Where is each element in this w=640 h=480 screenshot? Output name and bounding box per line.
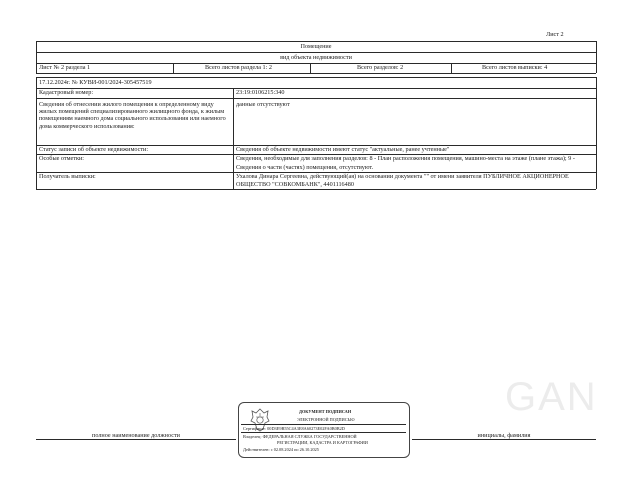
body-left-border-2 xyxy=(36,181,37,189)
e-signature-stamp xyxy=(238,402,410,458)
extract-row-top xyxy=(36,77,596,78)
stamp-divider-2 xyxy=(241,432,406,433)
cadastral-label: Кадастровый номер: xyxy=(39,89,94,96)
position-label: полное наименование должности xyxy=(92,432,180,439)
sheet-of-section: Лист № 2 раздела 1 xyxy=(39,64,91,71)
sheet-label: Лист 2 xyxy=(546,31,564,38)
header-subtitle: вид объекта недвижимости xyxy=(280,54,352,61)
column-divider xyxy=(233,88,234,181)
cadastral-row-bottom xyxy=(36,98,596,99)
cadastral-value: 23:19:0106215:340 xyxy=(236,89,285,96)
table-bottom-border xyxy=(36,189,596,190)
special-notes-label: Особые отметки: xyxy=(39,155,85,162)
total-sections: Всего разделов: 2 xyxy=(357,64,404,71)
stamp-owner-continued: РЕГИСТРАЦИИ, КАДАСТРА И КАРТОГРАФИИ xyxy=(277,440,368,445)
record-status-value: Сведения об объекте недвижимости имеют статус "актуальные, ранее учтенные" xyxy=(236,146,450,153)
record-status-label: Статус записи об объекте недвижимости: xyxy=(39,146,149,153)
info-divider-1 xyxy=(173,63,174,73)
stamp-line1: ДОКУМЕНТ ПОДПИСАН xyxy=(299,409,352,414)
total-sheets-section: Всего листов раздела 1: 2 xyxy=(205,64,272,71)
recipient-value: Ухалова Динара Сергеевна, действующий(ая) на основании документа "" от имени заявителя ПУБЛИЧНОЕ АКЦИОНЕРНОЕ ОБЩЕСТВО "СОВКОМБАНК", 4401116480 xyxy=(236,173,569,188)
extract-row-bottom xyxy=(36,88,596,89)
special-notes-value: Сведения, необходимые для заполнения разделов: 8 - План расположения помещения, машино-места на этаже (плане этажа); 9 - Сведения о части (частях) помещения, отсутствуют. xyxy=(236,155,575,171)
housing-type-value: данные отсутствуют xyxy=(236,101,290,108)
stamp-line2: ЭЛЕКТРОННОЙ ПОДПИСЬЮ xyxy=(297,417,355,422)
header-divider xyxy=(36,52,596,53)
body-left-border xyxy=(36,77,37,181)
recipient-label: Получатель выписки: xyxy=(39,173,96,180)
name-label: инициалы, фамилия xyxy=(477,432,531,439)
stamp-owner: Владелец: ФЕДЕРАЛЬНАЯ СЛУЖБА ГОСУДАРСТВЕННОЙ xyxy=(243,434,357,439)
watermark-text: GAN xyxy=(505,375,598,419)
header-title: Помещение xyxy=(300,43,332,50)
body-right-border xyxy=(596,77,597,181)
housing-type-label: Сведения об отнесении жилого помещения к определенному виду жилых помещений специализированного жилищного фонда, к жилым помещениям наемного дома социального использования или наемного дома коммерческого использования: xyxy=(39,101,226,130)
table-top-border xyxy=(36,41,596,42)
info-divider-2 xyxy=(310,63,311,73)
column-divider-2 xyxy=(233,181,234,189)
extract-number: 17.12.2024г. № КУВИ-001/2024-305457519 xyxy=(39,79,152,86)
info-row-bottom xyxy=(36,73,596,74)
stamp-certificate: Сертификат: 00D3E9B55C4A3E8A60273E02FA0B0B2D xyxy=(243,426,345,431)
info-divider-3 xyxy=(451,63,452,73)
table-right-border xyxy=(596,41,597,73)
total-sheets-extract: Всего листов выписки: 4 xyxy=(482,64,548,71)
stamp-divider-1 xyxy=(241,424,406,425)
body-right-border-2 xyxy=(596,181,597,189)
stamp-validity: Действителен: с 02.08.2024 по 26.10.2025 xyxy=(243,447,319,452)
